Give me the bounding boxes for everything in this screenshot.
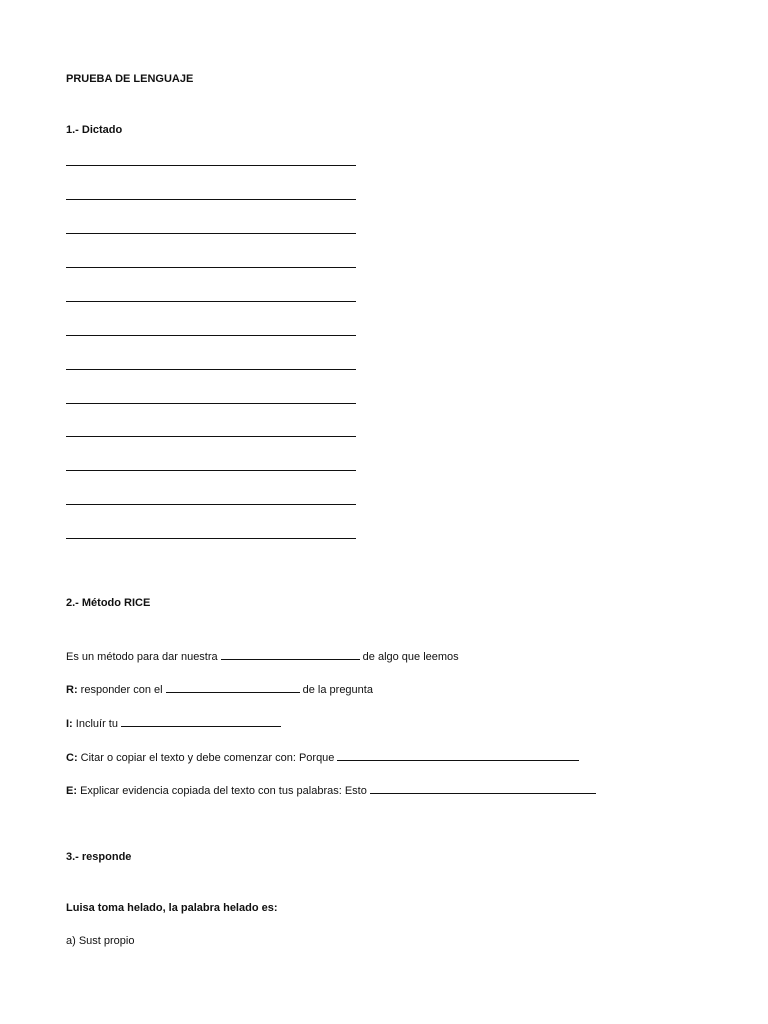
answer-blank (121, 715, 281, 727)
rice-e-text: Explicar evidencia copiada del texto con tus palabras: Esto (80, 785, 367, 797)
dictation-line (66, 369, 356, 370)
document-title: PRUEBA DE LENGUAJE (66, 73, 194, 85)
dictation-line (66, 301, 356, 302)
dictation-line (66, 538, 356, 539)
section-3-question: Luisa toma helado, la palabra helado es: (66, 902, 278, 914)
rice-c-label: C: (66, 752, 78, 764)
rice-c-text: Citar o copiar el texto y debe comenzar con: Porque (80, 752, 335, 764)
section-2-heading: 2.- Método RICE (66, 597, 151, 609)
dictation-line (66, 470, 356, 471)
rice-r-label: R: (66, 684, 78, 696)
dictation-line (66, 233, 356, 234)
rice-r-line (66, 681, 373, 697)
answer-option: a) Sust propio (66, 935, 135, 947)
dictation-line (66, 403, 356, 404)
dictation-line (66, 165, 356, 166)
answer-blank (166, 681, 300, 693)
rice-i-line (66, 715, 284, 731)
section-3-heading: 3.- responde (66, 851, 132, 863)
answer-blank (221, 648, 360, 660)
dictation-line (66, 504, 356, 505)
section-1-heading: 1.- Dictado (66, 124, 123, 136)
rice-r-after: de la pregunta (302, 684, 373, 696)
dictation-line (66, 335, 356, 336)
dictation-line (66, 199, 356, 200)
dictation-line (66, 436, 356, 437)
rice-i-label: I: (66, 718, 73, 730)
dictation-line (66, 267, 356, 268)
rice-intro-after: de algo que leemos (362, 651, 459, 663)
rice-c-line (66, 749, 582, 765)
rice-intro-before: Es un método para dar nuestra (66, 651, 218, 663)
rice-r-text: responder con el (80, 684, 163, 696)
rice-intro (66, 648, 459, 664)
rice-e-label: E: (66, 785, 77, 797)
rice-i-text: Incluír tu (75, 718, 118, 730)
answer-blank (337, 749, 579, 761)
rice-e-line (66, 782, 599, 798)
answer-blank (370, 782, 596, 794)
